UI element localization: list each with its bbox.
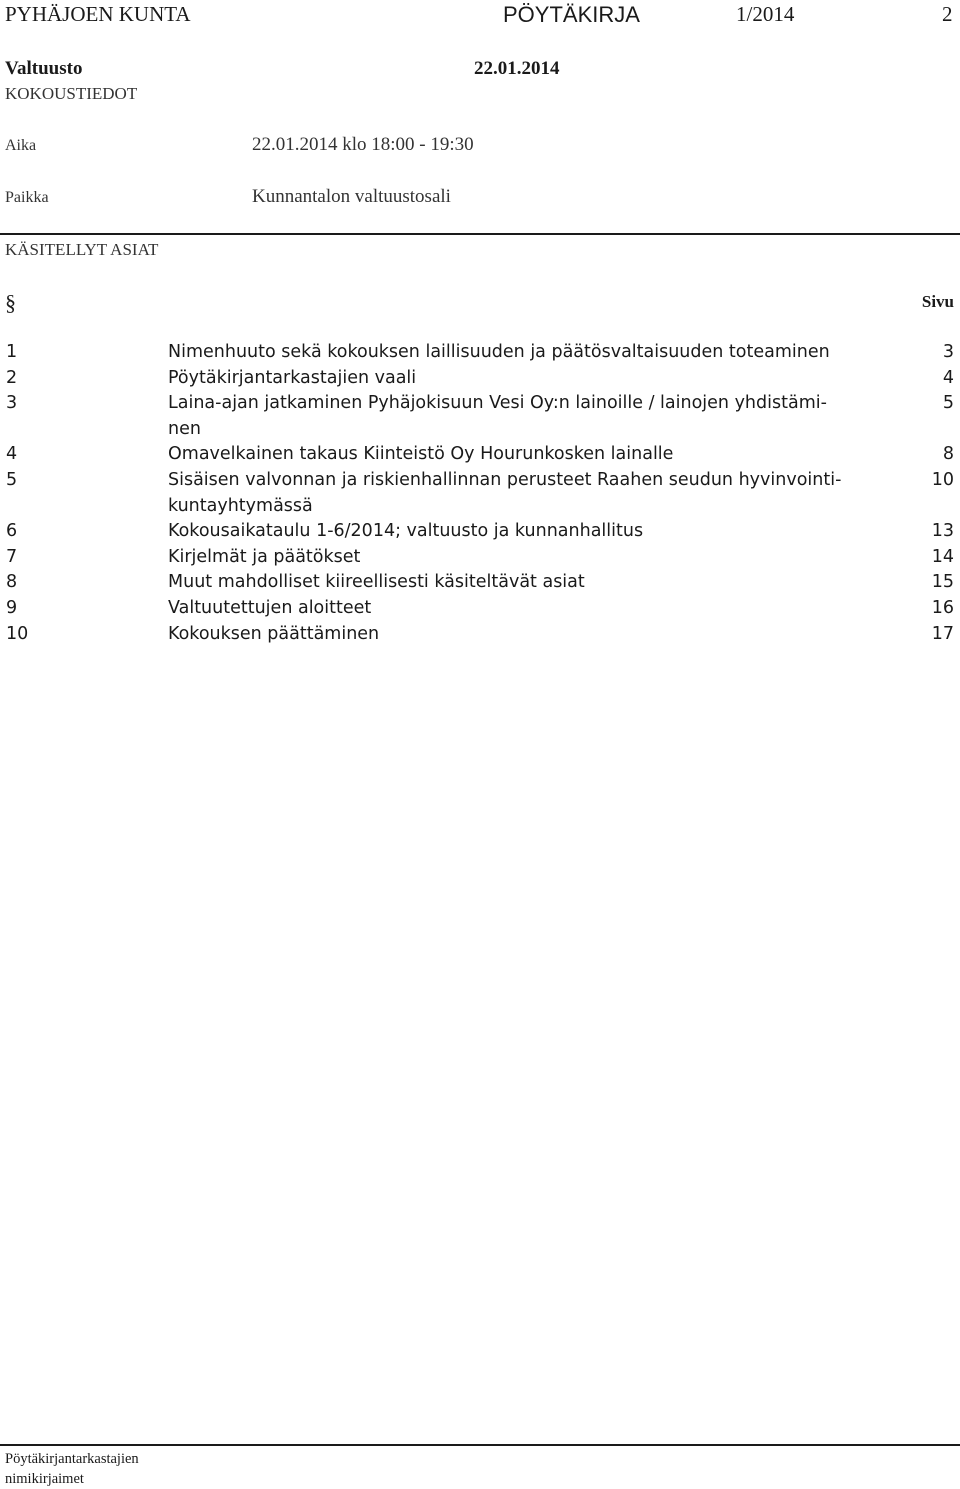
agenda-item-number: 7 — [6, 546, 18, 567]
agenda-item-page: 4 — [942, 367, 954, 388]
agenda-item-number: 9 — [6, 597, 18, 618]
agenda-row — [0, 596, 960, 622]
agenda-item-title: Kokouksen päättäminen — [168, 623, 380, 644]
agenda-list — [0, 340, 960, 647]
agenda-item-number: 10 — [6, 623, 29, 644]
place-label: Paikka — [5, 189, 49, 206]
agenda-item-page: 5 — [942, 393, 954, 414]
agenda-row — [0, 519, 960, 545]
agenda-item-number: 8 — [6, 572, 18, 593]
agenda-row — [0, 468, 960, 519]
time-label: Aika — [5, 137, 37, 154]
agenda-item-page: 8 — [942, 444, 954, 465]
agenda-item-page: 16 — [931, 597, 954, 618]
section-divider — [0, 233, 960, 235]
footer-line: nimikirjaimet — [5, 1471, 84, 1487]
time-value: 22.01.2014 klo 18:00 - 19:30 — [252, 134, 474, 155]
document-number: 1/2014 — [736, 2, 795, 26]
agenda-item-number: 3 — [6, 393, 18, 414]
agenda-item-page: 3 — [942, 342, 954, 362]
municipality-name: PYHÄJOEN KUNTA — [5, 2, 191, 26]
agenda-item-number: 2 — [6, 367, 18, 388]
agenda-item-number: 1 — [6, 342, 18, 362]
section-symbol: § — [5, 290, 16, 315]
agenda-item-number: 4 — [6, 444, 18, 465]
agenda-item-title: Laina-ajan jatkaminen Pyhäjokisuun Vesi Oy:n lainoille / lainojen yhdistämi-nen — [168, 393, 827, 439]
footer-initials-note — [5, 1449, 139, 1489]
agenda-row — [0, 570, 960, 596]
agenda-row — [0, 622, 960, 648]
document-type: PÖYTÄKIRJA — [503, 2, 640, 27]
agenda-item-title: Valtuutettujen aloitteet — [168, 597, 372, 618]
agenda-row — [0, 545, 960, 571]
agenda-item-number: 6 — [6, 521, 18, 542]
agenda-row — [0, 340, 960, 366]
agenda-item-page: 15 — [931, 572, 954, 593]
agenda-row — [0, 366, 960, 392]
footer-divider — [0, 1444, 960, 1446]
meeting-date: 22.01.2014 — [474, 58, 560, 79]
place-value: Kunnantalon valtuustosali — [252, 186, 451, 207]
agenda-item-title: Pöytäkirjantarkastajien vaali — [168, 367, 417, 388]
organ-name: Valtuusto — [5, 58, 83, 79]
agenda-item-page: 13 — [931, 521, 954, 542]
page-number: 2 — [942, 2, 953, 26]
agenda-item-title: Omavelkainen takaus Kiinteistö Oy Hourunkosken lainalle — [168, 444, 674, 465]
footer-line: Pöytäkirjantarkastajien — [5, 1451, 139, 1467]
agenda-item-title: Kokousaikataulu 1-6/2014; valtuusto ja kunnanhallitus — [168, 521, 644, 542]
agenda-row — [0, 442, 960, 468]
page-column-header: Sivu — [921, 292, 954, 311]
agenda-item-number: 5 — [6, 469, 18, 490]
agenda-item-title: Sisäisen valvonnan ja riskienhallinnan perusteet Raahen seudun hyvinvointi-kuntayhtymässä — [168, 469, 842, 516]
agenda-item-title: Nimenhuuto sekä kokouksen laillisuuden ja päätösvaltaisuuden toteaminen — [168, 342, 830, 362]
meeting-info-heading: KOKOUSTIEDOT — [5, 84, 138, 103]
agenda-item-page: 10 — [931, 469, 954, 490]
agenda-heading: KÄSITELLYT ASIAT — [5, 240, 159, 259]
agenda-row — [0, 391, 960, 442]
agenda-item-page: 17 — [931, 623, 954, 644]
agenda-item-title: Muut mahdolliset kiireellisesti käsiteltävät asiat — [168, 572, 585, 593]
agenda-item-title: Kirjelmät ja päätökset — [168, 546, 361, 567]
agenda-item-page: 14 — [931, 546, 954, 567]
